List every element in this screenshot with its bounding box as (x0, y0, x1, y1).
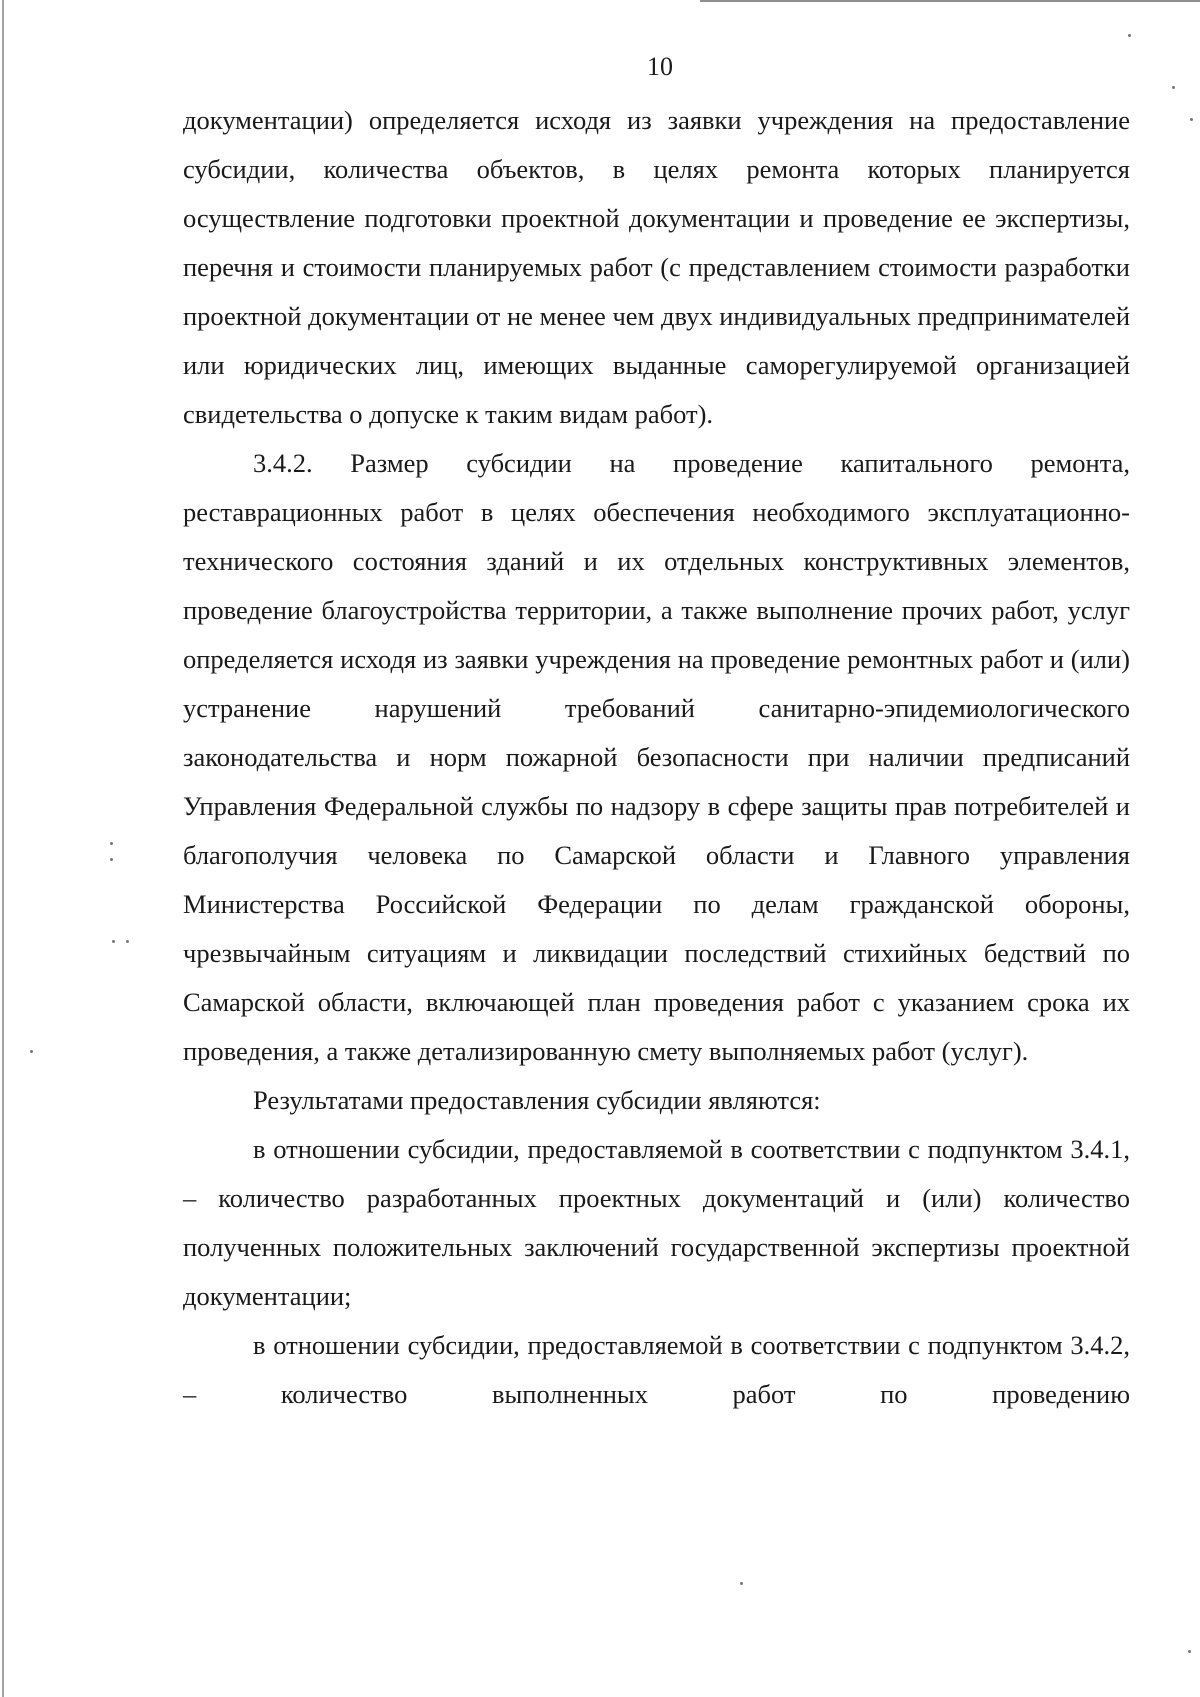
scan-speck (1128, 34, 1131, 37)
scan-speck (30, 1050, 33, 1053)
paragraph-3-4-2: 3.4.2. Размер субсидии на проведение капитального ремонта, реставрационных работ в целях обеспечения необходимого эксплуатационно-технического состояния зданий и их отдельных конструктивных элементов, проведение благоустройства территории, а также выполнение прочих работ, услуг определяется исходя из заявки учреждения на проведение ремонтных работ и (или) устранение нарушений требований санитарно-эпидемиологического законодательства и норм пожарной безопасности при наличии предписаний Управления Федеральной службы по надзору в сфере защиты прав потребителей и благополучия человека по Самарской области и Главного управления Министерства Российской Федерации по делам гражданской обороны, чрезвычайным ситуациям и ликвидации последствий стихийных бедствий по Самарской области, включающей план проведения работ с указанием срока их проведения, а также детализированную смету выполняемых работ (услуг). (183, 448, 1130, 1066)
body-text (183, 96, 1130, 1419)
paragraph-result-3-4-1: в отношении субсидии, предоставляемой в соответствии с подпунктом 3.4.1, – количество разработанных проектных документаций и (или) количество полученных положительных заключений государственной экспертизы проектной документации; (183, 1134, 1130, 1311)
scan-edge-left (2, 0, 4, 1697)
scan-speck (110, 858, 113, 861)
scan-speck (112, 940, 115, 943)
scan-speck (1188, 1650, 1191, 1653)
page-number: 10 (647, 52, 673, 81)
scan-speck (110, 842, 113, 845)
scan-speck (126, 940, 129, 943)
scan-speck (1172, 86, 1175, 89)
paragraph-result-3-4-2: в отношении субсидии, предоставляемой в соответствии с подпунктом 3.4.2, – количество выполненных работ по проведению (183, 1330, 1130, 1409)
paragraph-continuation: документации) определяется исходя из заявки учреждения на предоставление субсидии, количества объектов, в целях ремонта которых планируется осуществление подготовки проектной документации и проведение ее экспертизы, перечня и стоимости планируемых работ (с представлением стоимости разработки проектной документации от не менее чем двух индивидуальных предпринимателей или юридических лиц, имеющих выданные саморегулируемой организацией свидетельства о допуске к таким видам работ). (183, 105, 1130, 429)
scan-speck (740, 1582, 743, 1585)
scan-edge-top (700, 0, 1200, 2)
paragraph-results-intro: Результатами предоставления субсидии являются: (253, 1085, 821, 1115)
scan-speck (1190, 118, 1193, 121)
